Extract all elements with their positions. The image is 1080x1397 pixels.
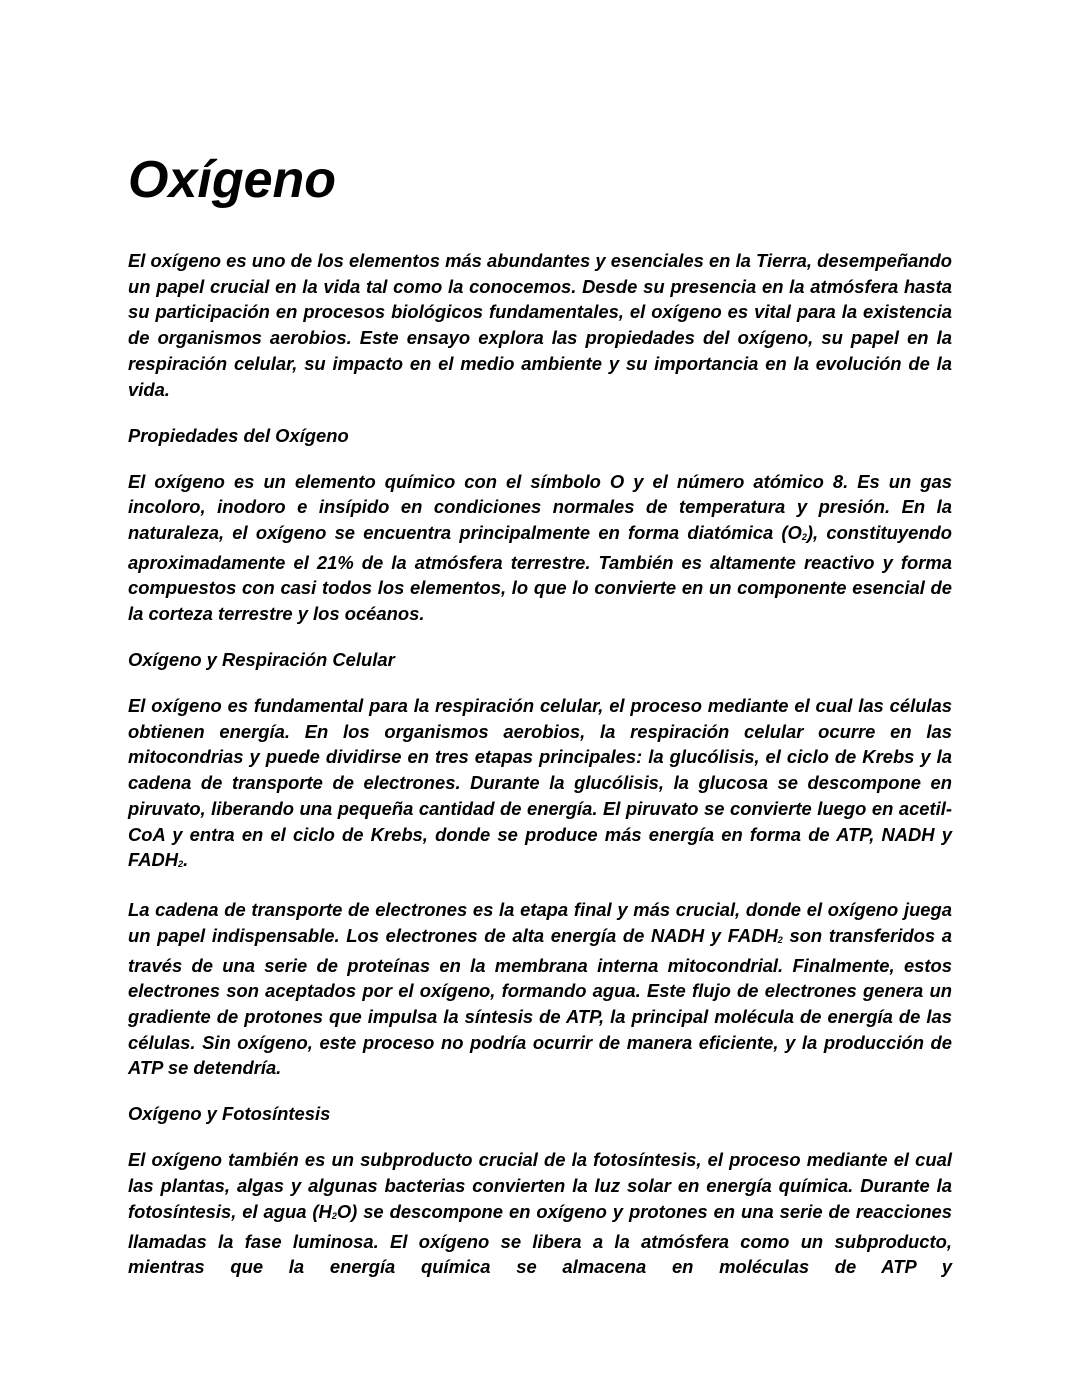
text-segment: son transferidos a través de una serie de proteínas en la membrana interna mitocondrial. Finalmente, estos electrones son aceptados por el oxígeno, formando agua. Este flujo de electrones genera un gradiente de protones que impulsa la síntesis de ATP, la principal molécula de energía de las células. Sin oxígeno, este proceso no podría ocurrir de manera eficiente, y la producción de ATP se detendría. xyxy=(128,924,952,1079)
respiration-paragraph-1 xyxy=(128,693,952,877)
subscript: 2 xyxy=(178,859,184,870)
text-segment: El oxígeno también es un subproducto crucial de la fotosíntesis, el proceso mediante el cual las plantas, algas y algunas bacterias convierten la luz solar en energía química. Durante la fotosíntesis, el agua (H xyxy=(128,1149,952,1222)
section-heading-respiration: Oxígeno y Respiración Celular xyxy=(128,649,395,671)
text-segment: El oxígeno es fundamental para la respiración celular, el proceso mediante el cual las células obtienen energía. En los organismos aerobios, la respiración celular ocurre en las mitocondrias y puede dividirse en tres etapas principales: la glucólisis, el ciclo de Krebs y la cadena de transporte de electrones. Durante la glucólisis, la glucosa se descompone en piruvato, liberando una pequeña cantidad de energía. El piruvato se convierte luego en acetil-CoA y entra en el ciclo de Krebs, donde se produce más energía en forma de ATP, NADH y FADH xyxy=(128,695,952,871)
text-segment: ), constituyendo aproximadamente el 21% de la atmósfera terrestre. También es altamente reactivo y forma compuestos con casi todos los elementos, lo que lo convierte en un componente esencial de la corteza terrestre y los océanos. xyxy=(128,521,953,625)
section-heading-photosynthesis: Oxígeno y Fotosíntesis xyxy=(128,1103,331,1125)
photosynthesis-paragraph xyxy=(128,1147,952,1280)
subscript: 2 xyxy=(801,531,807,542)
text-segment: El oxígeno es un elemento químico con el símbolo O y el número atómico 8. Es un gas incoloro, inodoro e insípido en condiciones normales de temperatura y presión. En la naturaleza, el oxígeno se encuentra principalmente en forma diatómica (O xyxy=(128,470,952,543)
subscript: 2 xyxy=(331,1210,337,1221)
section-heading-properties: Propiedades del Oxígeno xyxy=(128,424,349,446)
text-segment: O) se descompone en oxígeno y protones en una serie de reacciones llamadas la fase luminosa. El oxígeno se libera a la atmósfera como un subproducto, mientras que la energía química se almacena en moléculas de ATP y xyxy=(128,1200,953,1278)
document-page xyxy=(128,148,952,1300)
subscript: 2 xyxy=(777,934,783,945)
respiration-paragraph-2 xyxy=(128,897,952,1081)
text-segment: . xyxy=(183,849,189,871)
document-title: Oxígeno xyxy=(128,151,337,209)
properties-paragraph xyxy=(128,469,952,627)
text-segment: La cadena de transporte de electrones es la etapa final y más crucial, donde el oxígeno juega un papel indispensable. Los electrones de alta energía de NADH y FADH xyxy=(128,899,952,946)
intro-paragraph: El oxígeno es uno de los elementos más abundantes y esenciales en la Tierra, desempeñando un papel crucial en la vida tal como la conocemos. Desde su presencia en la atmósfera hasta su participación en procesos biológicos fundamentales, el oxígeno es vital para la existencia de organismos aerobios. Este ensayo explora las propiedades del oxígeno, su papel en la respiración celular, su impacto en el medio ambiente y su importancia en la evolución de la vida. xyxy=(128,250,952,400)
